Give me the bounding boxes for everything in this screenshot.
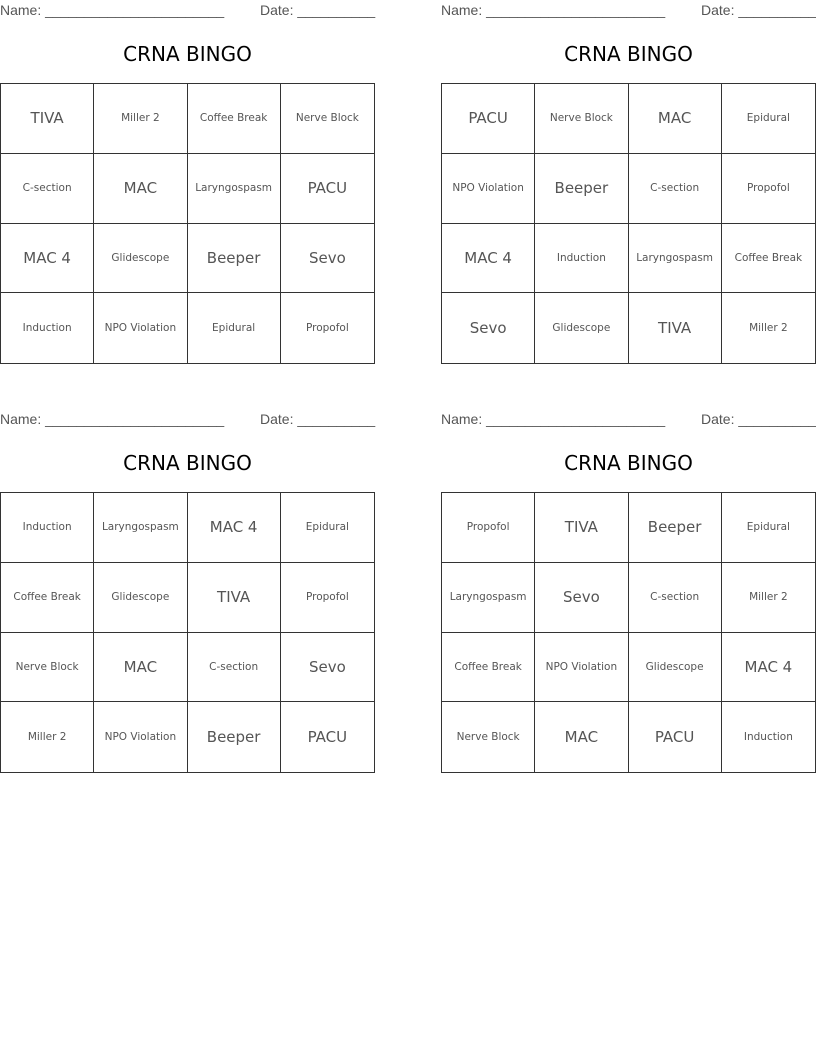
bingo-cell: Nerve Block xyxy=(535,84,628,154)
bingo-cell: Beeper xyxy=(188,224,281,294)
bingo-cell: Coffee Break xyxy=(722,224,815,294)
bingo-cell: C-section xyxy=(1,154,94,224)
date-line: Date: __________ xyxy=(260,411,376,427)
bingo-cell: Beeper xyxy=(629,493,722,563)
bingo-cell: Epidural xyxy=(722,84,815,154)
name-line: Name: _______________________ xyxy=(441,411,666,427)
bingo-cell: Glidescope xyxy=(94,224,187,294)
bingo-cell: Propofol xyxy=(281,563,374,633)
bingo-cell: TIVA xyxy=(1,84,94,154)
bingo-cell: MAC xyxy=(629,84,722,154)
bingo-cell: MAC xyxy=(535,702,628,772)
bingo-cell: Glidescope xyxy=(535,293,628,363)
card-title: CRNA BINGO xyxy=(123,42,252,66)
bingo-cell: Propofol xyxy=(722,154,815,224)
bingo-cell: Sevo xyxy=(281,224,374,294)
bingo-cell: Epidural xyxy=(722,493,815,563)
bingo-cell: Propofol xyxy=(305,322,349,335)
card-title: CRNA BINGO xyxy=(564,451,693,475)
bingo-grid xyxy=(0,83,375,364)
bingo-cell: MAC 4 xyxy=(722,633,815,703)
bingo-cell: Induction xyxy=(1,493,94,563)
bingo-cell: NPO Violation xyxy=(94,293,187,363)
bingo-cell: MAC xyxy=(94,154,187,224)
bingo-cell: MAC 4 xyxy=(442,224,535,294)
bingo-cell: Glidescope xyxy=(629,633,722,703)
bingo-cell: TIVA xyxy=(535,493,628,563)
bingo-cell: TIVA xyxy=(629,293,722,363)
bingo-cell: Laryngospasm xyxy=(188,154,281,224)
bingo-cell: Laryngospasm xyxy=(629,224,722,294)
bingo-cell: PACU xyxy=(442,84,535,154)
bingo-cell: Sevo xyxy=(281,633,374,703)
bingo-cell: Induction xyxy=(1,293,94,363)
bingo-cell: Epidural xyxy=(281,493,374,563)
bingo-cell: Sevo xyxy=(535,563,628,633)
bingo-cell: Propofol xyxy=(442,493,535,563)
bingo-cell: Coffee Break xyxy=(442,633,535,703)
bingo-cell: PACU xyxy=(307,728,348,747)
bingo-cell: Laryngospasm xyxy=(94,493,187,563)
bingo-cell: PACU xyxy=(281,154,374,224)
bingo-cell: Miller 2 xyxy=(749,322,788,335)
bingo-grid xyxy=(0,492,375,773)
bingo-cell: Coffee Break xyxy=(188,84,281,154)
bingo-cell: PACU xyxy=(629,702,722,772)
bingo-cell: MAC 4 xyxy=(188,493,281,563)
date-line: Date: __________ xyxy=(701,411,816,427)
bingo-cell: Miller 2 xyxy=(94,84,187,154)
bingo-cell: NPO Violation xyxy=(94,702,187,772)
date-line: Date: __________ xyxy=(260,2,376,18)
name-line: Name: _______________________ xyxy=(441,2,666,18)
bingo-cell: Beeper xyxy=(535,154,628,224)
bingo-cell: Induction xyxy=(743,731,793,744)
bingo-grid xyxy=(441,492,816,773)
name-line: Name: _______________________ xyxy=(0,411,225,427)
bingo-cell: Miller 2 xyxy=(1,702,94,772)
bingo-cell: NPO Violation xyxy=(535,633,628,703)
bingo-cell: Nerve Block xyxy=(442,702,535,772)
bingo-cell: Epidural xyxy=(188,293,281,363)
bingo-cell: MAC xyxy=(94,633,187,703)
bingo-cell: NPO Violation xyxy=(442,154,535,224)
bingo-cell: MAC 4 xyxy=(1,224,94,294)
bingo-cell: Sevo xyxy=(442,293,535,363)
bingo-cell: Miller 2 xyxy=(722,563,815,633)
bingo-grid xyxy=(441,83,816,364)
name-line: Name: _______________________ xyxy=(0,2,225,18)
bingo-cell: TIVA xyxy=(188,563,281,633)
bingo-cell: Beeper xyxy=(188,702,281,772)
bingo-cell: Glidescope xyxy=(94,563,187,633)
card-title: CRNA BINGO xyxy=(123,451,252,475)
bingo-cell: C-section xyxy=(629,563,722,633)
bingo-cell: Induction xyxy=(535,224,628,294)
bingo-cell: Nerve Block xyxy=(281,84,374,154)
bingo-cell: Laryngospasm xyxy=(442,563,535,633)
bingo-cell: Nerve Block xyxy=(1,633,94,703)
date-line: Date: __________ xyxy=(701,2,816,18)
bingo-cell: Coffee Break xyxy=(1,563,94,633)
card-title: CRNA BINGO xyxy=(564,42,693,66)
bingo-cell: C-section xyxy=(629,154,722,224)
bingo-cell: C-section xyxy=(188,633,281,703)
